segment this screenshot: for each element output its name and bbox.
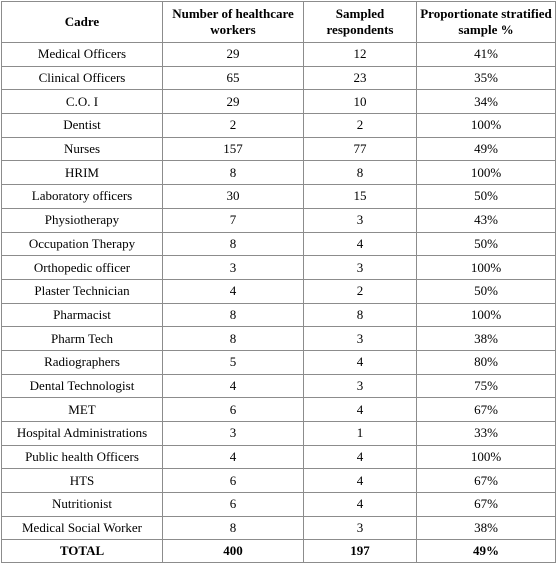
cell-respondents: 8	[304, 161, 417, 185]
cell-respondents: 3	[304, 374, 417, 398]
total-percentage: 49%	[417, 540, 556, 563]
cell-cadre: HTS	[2, 469, 163, 493]
cell-respondents: 3	[304, 516, 417, 540]
cell-cadre: Dental Technologist	[2, 374, 163, 398]
cell-workers: 4	[163, 445, 304, 469]
table-row	[2, 327, 556, 351]
table-row	[2, 185, 556, 209]
cell-workers: 7	[163, 208, 304, 232]
cell-cadre: Clinical Officers	[2, 66, 163, 90]
cell-percentage: 50%	[417, 185, 556, 209]
cell-respondents: 77	[304, 137, 417, 161]
cell-workers: 30	[163, 185, 304, 209]
cell-percentage: 50%	[417, 279, 556, 303]
cell-workers: 65	[163, 66, 304, 90]
cell-respondents: 4	[304, 493, 417, 517]
table-row	[2, 90, 556, 114]
table-row	[2, 445, 556, 469]
cell-percentage: 75%	[417, 374, 556, 398]
table-row	[2, 232, 556, 256]
total-respondents: 197	[304, 540, 417, 563]
cell-workers: 8	[163, 303, 304, 327]
cell-respondents: 4	[304, 350, 417, 374]
cell-respondents: 1	[304, 422, 417, 446]
cell-percentage: 41%	[417, 43, 556, 67]
table-row	[2, 374, 556, 398]
table-row	[2, 303, 556, 327]
cell-respondents: 23	[304, 66, 417, 90]
cell-percentage: 38%	[417, 516, 556, 540]
cell-respondents: 3	[304, 256, 417, 280]
total-workers: 400	[163, 540, 304, 563]
table-row	[2, 469, 556, 493]
cell-percentage: 67%	[417, 398, 556, 422]
cell-cadre: Radiographers	[2, 350, 163, 374]
total-label: TOTAL	[2, 540, 163, 563]
cell-percentage: 100%	[417, 256, 556, 280]
header-cadre: Cadre	[2, 2, 163, 43]
cell-workers: 5	[163, 350, 304, 374]
cell-respondents: 8	[304, 303, 417, 327]
cell-workers: 8	[163, 327, 304, 351]
cell-workers: 4	[163, 374, 304, 398]
table-row	[2, 43, 556, 67]
table-row	[2, 66, 556, 90]
cell-workers: 6	[163, 493, 304, 517]
cell-workers: 6	[163, 398, 304, 422]
cell-percentage: 38%	[417, 327, 556, 351]
cell-percentage: 35%	[417, 66, 556, 90]
table-row	[2, 208, 556, 232]
table-row	[2, 279, 556, 303]
table-row	[2, 493, 556, 517]
cell-cadre: Nurses	[2, 137, 163, 161]
table-row	[2, 350, 556, 374]
table-row	[2, 398, 556, 422]
cell-workers: 3	[163, 422, 304, 446]
cell-percentage: 100%	[417, 161, 556, 185]
cell-workers: 29	[163, 90, 304, 114]
total-row	[2, 540, 556, 563]
cell-respondents: 3	[304, 327, 417, 351]
cadre-sample-table	[1, 1, 556, 563]
cell-cadre: Nutritionist	[2, 493, 163, 517]
cell-cadre: Pharm Tech	[2, 327, 163, 351]
cell-percentage: 49%	[417, 137, 556, 161]
cell-percentage: 100%	[417, 445, 556, 469]
cell-percentage: 100%	[417, 114, 556, 138]
cell-cadre: Hospital Administrations	[2, 422, 163, 446]
table-row	[2, 114, 556, 138]
cell-workers: 8	[163, 161, 304, 185]
cell-percentage: 33%	[417, 422, 556, 446]
header-proportionate-sample: Proportionate stratified sample %	[417, 2, 556, 43]
cell-respondents: 2	[304, 279, 417, 303]
cell-workers: 8	[163, 516, 304, 540]
table-container	[1, 1, 556, 563]
cell-workers: 6	[163, 469, 304, 493]
cell-percentage: 100%	[417, 303, 556, 327]
cell-respondents: 12	[304, 43, 417, 67]
cell-workers: 2	[163, 114, 304, 138]
cell-workers: 4	[163, 279, 304, 303]
cell-percentage: 80%	[417, 350, 556, 374]
cell-respondents: 4	[304, 445, 417, 469]
cell-respondents: 4	[304, 398, 417, 422]
header-row	[2, 2, 556, 43]
table-row	[2, 137, 556, 161]
cell-workers: 157	[163, 137, 304, 161]
table-row	[2, 516, 556, 540]
cell-workers: 3	[163, 256, 304, 280]
cell-respondents: 10	[304, 90, 417, 114]
cell-cadre: Physiotherapy	[2, 208, 163, 232]
cell-cadre: Plaster Technician	[2, 279, 163, 303]
cell-percentage: 34%	[417, 90, 556, 114]
cell-cadre: Medical Officers	[2, 43, 163, 67]
cell-percentage: 67%	[417, 469, 556, 493]
cell-cadre: Dentist	[2, 114, 163, 138]
table-row	[2, 256, 556, 280]
cell-respondents: 4	[304, 469, 417, 493]
cell-cadre: MET	[2, 398, 163, 422]
cell-percentage: 67%	[417, 493, 556, 517]
cell-cadre: Occupation Therapy	[2, 232, 163, 256]
cell-respondents: 2	[304, 114, 417, 138]
cell-percentage: 43%	[417, 208, 556, 232]
table-row	[2, 422, 556, 446]
cell-respondents: 4	[304, 232, 417, 256]
cell-percentage: 50%	[417, 232, 556, 256]
cell-cadre: HRIM	[2, 161, 163, 185]
header-sampled-respondents: Sampled respondents	[304, 2, 417, 43]
cell-respondents: 3	[304, 208, 417, 232]
cell-cadre: C.O. I	[2, 90, 163, 114]
cell-cadre: Laboratory officers	[2, 185, 163, 209]
cell-workers: 29	[163, 43, 304, 67]
cell-cadre: Pharmacist	[2, 303, 163, 327]
cell-cadre: Public health Officers	[2, 445, 163, 469]
cell-cadre: Medical Social Worker	[2, 516, 163, 540]
cell-cadre: Orthopedic officer	[2, 256, 163, 280]
table-body	[2, 43, 556, 540]
table-row	[2, 161, 556, 185]
cell-workers: 8	[163, 232, 304, 256]
cell-respondents: 15	[304, 185, 417, 209]
header-number-of-healthcare-workers: Number of healthcare workers	[163, 2, 304, 43]
